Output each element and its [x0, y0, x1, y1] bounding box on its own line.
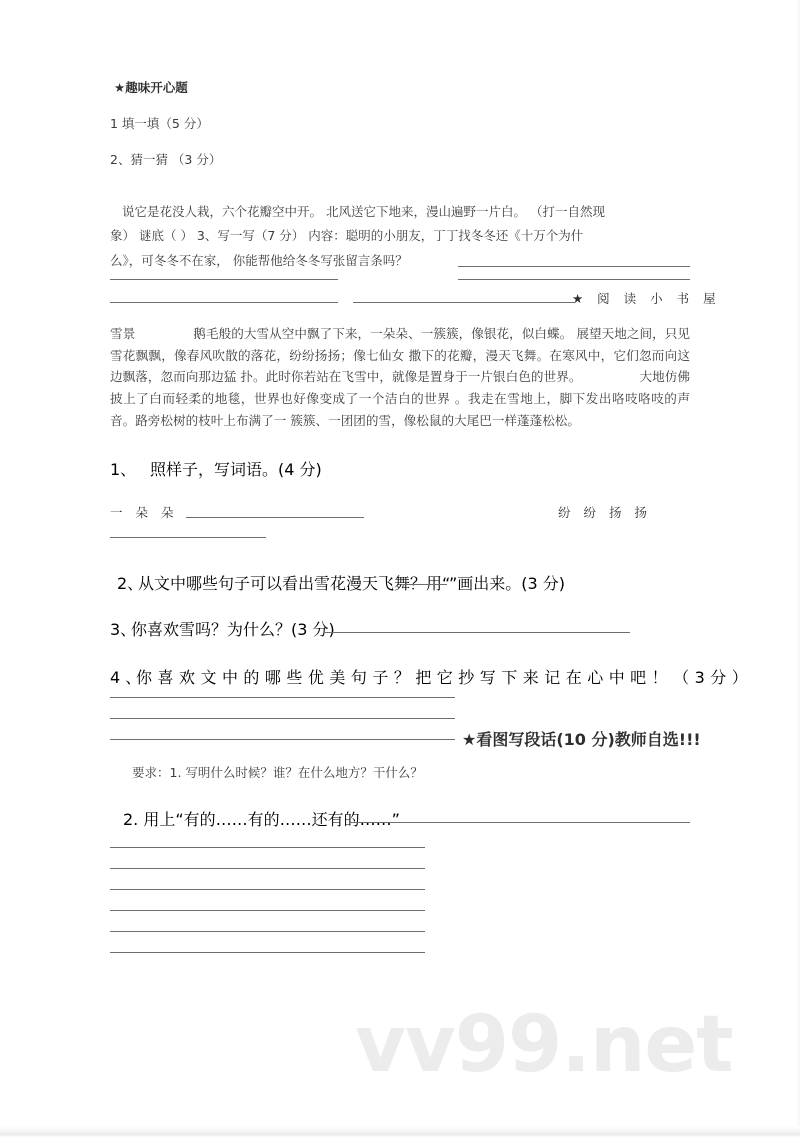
question-4-rule-3[interactable]	[110, 739, 455, 740]
item-2-guess: 2、猜一猜 （3 分）	[110, 152, 222, 167]
question-1-text: 照样子，写词语。(4 分)	[150, 460, 322, 480]
passage-body-part2: 大地仿佛披上了白而轻柔的地毯，世界也好像变成了一个洁白的世界 。我走在雪地上，脚下发出咯吱咯吱的声音。路旁松树的枝叶上布满了一 簇簇、一团团的雪，像松鼠的大尾巴一样蓬蓬松松。	[110, 369, 690, 428]
writing-requirement-2: 2. 用上“有的……有的……还有的……”	[123, 810, 400, 830]
passage-body-part1: 鹅毛般的大雪从空中飘了下来，一朵朵、一簇簇，像银花，似白蝶。 展望天地之间，只见雪花飘飘，像春风吹散的落花，纷纷扬扬；像七仙女 撒下的花瓣，漫天飞舞。在寒风中，它们忽而向这边飘落，忽而向那边猛 扑。此时你若站在飞雪中，就像是置身于一片银白色的世界。	[110, 326, 690, 385]
writing-requirement-1: 要求：1. 写明什么时候？谁？在什么地方？干什么？	[132, 765, 423, 781]
question-1-rule-b[interactable]	[110, 537, 266, 538]
question-4-rule-2[interactable]	[110, 718, 455, 719]
riddle-line-2: 象） 谜底（ ） 3、写一写（7 分） 内容：聪明的小朋友，丁丁找冬冬还《十万个为什	[110, 228, 584, 244]
writing-line-2[interactable]	[110, 868, 425, 869]
question-4-rule-1[interactable]	[110, 697, 455, 698]
scan-edge-right	[795, 0, 800, 1137]
answer-rule-r1[interactable]	[458, 266, 690, 267]
writing-line-1[interactable]	[110, 847, 425, 848]
question-1-rule-a[interactable]	[186, 517, 364, 518]
question-2-text-before: 从文中哪些句子可以看出雪花漫天飞舞？用“	[138, 574, 451, 594]
picture-writing-heading: ★看图写段话(10 分)教师自选!!!	[462, 730, 701, 750]
question-3-rule[interactable]	[325, 632, 630, 633]
writing-line-3[interactable]	[110, 889, 425, 890]
question-4-number: 4 、	[110, 668, 142, 688]
question-2-inline-rule[interactable]	[403, 584, 447, 585]
question-2-number: 2、	[117, 574, 144, 594]
question-3-number: 3、	[110, 620, 137, 640]
passage-title: 雪景	[110, 326, 136, 342]
reading-passage	[110, 323, 690, 431]
answer-rule-r3a[interactable]	[110, 302, 338, 303]
question-1-number: 1、	[110, 460, 137, 480]
riddle-line-3: 么》，可冬冬不在家， 你能帮他给冬冬写张留言条吗？	[110, 252, 408, 268]
question-3-text: 你喜欢雪吗？为什么？(3 分)	[131, 620, 335, 640]
scan-edge-bottom	[0, 1126, 800, 1137]
writing-blank-lines	[110, 847, 690, 953]
item-1-fill-in: 1 填一填（5 分）	[110, 116, 209, 131]
question-2-text-after: ”画出来。(3 分)	[449, 574, 566, 594]
reading-section-heading: ★ 阅 读 小 书 屋	[572, 291, 721, 307]
answer-rule-r3b[interactable]	[353, 302, 575, 303]
document-content	[110, 78, 748, 973]
writing-line-6[interactable]	[110, 952, 425, 953]
writing-requirement-2-rule[interactable]	[350, 822, 690, 823]
answer-rule-r2a[interactable]	[110, 279, 338, 280]
writing-line-5[interactable]	[110, 931, 425, 932]
answer-rule-r2b[interactable]	[458, 279, 690, 280]
fun-section-heading: ★趣味开心题	[114, 80, 188, 95]
riddle-line-1: 说它是花没人栽，六个花瓣空中开。 北风送它下地来，漫山遍野一片白。 （打一自然现	[122, 204, 605, 219]
question-1-example-left: 一 朵 朵	[110, 505, 178, 521]
question-4-text: 你 喜 欢 文 中 的 哪 些 优 美 句 子 ？ 把 它 抄 写 下 来 记 在 心 中 吧 ！ （ 3 分 ）	[136, 668, 748, 688]
writing-line-4[interactable]	[110, 910, 425, 911]
watermark-vv99net: vv99.net	[355, 1000, 733, 1090]
question-1-example-right: 纷 纷 扬 扬	[558, 505, 652, 521]
